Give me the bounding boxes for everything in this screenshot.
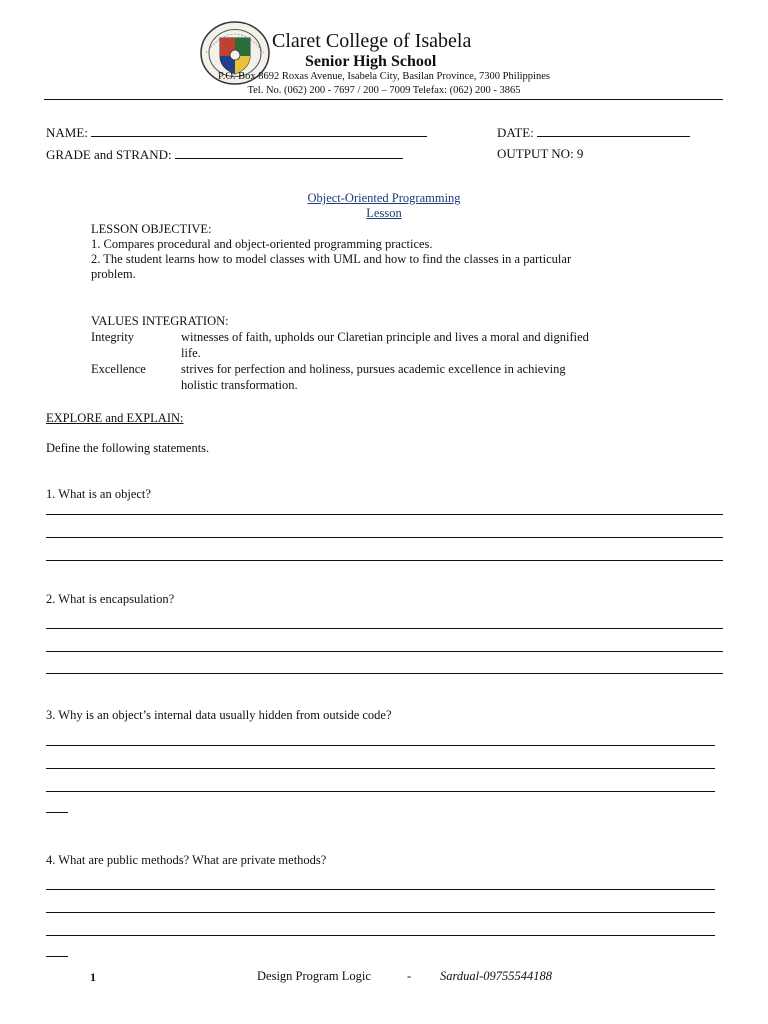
- answer-line[interactable]: [46, 537, 723, 538]
- value-description: holistic transformation.: [181, 378, 298, 392]
- value-description: witnesses of faith, upholds our Claretian principle and lives a moral and dignified: [181, 330, 589, 344]
- date-label: DATE:: [497, 125, 534, 140]
- instruction-text: Define the following statements.: [46, 441, 210, 455]
- answer-line[interactable]: [46, 673, 723, 674]
- date-field[interactable]: [497, 124, 690, 141]
- date-blank[interactable]: [537, 124, 690, 137]
- value-term: Excellence: [91, 362, 146, 376]
- answer-line[interactable]: [46, 745, 715, 746]
- question-4: 4. What are public methods? What are private methods?: [46, 853, 327, 867]
- answer-line[interactable]: [46, 768, 715, 769]
- footer-separator: -: [407, 969, 412, 983]
- school-name: Claret College of Isabela: [272, 30, 472, 52]
- footer-course: Design Program Logic: [257, 969, 371, 983]
- answer-line[interactable]: [46, 791, 715, 792]
- objective-item: problem.: [91, 267, 136, 281]
- answer-line[interactable]: [46, 956, 68, 957]
- school-division: Senior High School: [305, 53, 437, 70]
- grade-strand-label: GRADE and STRAND:: [46, 147, 172, 162]
- answer-line[interactable]: [46, 812, 68, 813]
- topic-title: Object-Oriented Programming: [307, 191, 461, 205]
- grade-strand-blank[interactable]: [175, 146, 403, 159]
- answer-line[interactable]: [46, 935, 715, 936]
- objective-item: 1. Compares procedural and object-oriented programming practices.: [91, 237, 433, 251]
- question-1: 1. What is an object?: [46, 487, 151, 501]
- value-term: Integrity: [91, 330, 135, 344]
- answer-line[interactable]: [46, 560, 723, 561]
- topic-subtitle: Lesson: [366, 206, 402, 220]
- output-number: OUTPUT NO: 9: [497, 146, 584, 161]
- lesson-objective-heading: LESSON OBJECTIVE:: [91, 222, 212, 236]
- value-description: strives for perfection and holiness, pursues academic excellence in achieving: [181, 362, 566, 376]
- question-2: 2. What is encapsulation?: [46, 592, 175, 606]
- school-telephone: Tel. No. (062) 200 - 7697 / 200 – 7009 Telefax: (062) 200 - 3865: [247, 85, 521, 96]
- page-number: 1: [90, 970, 96, 984]
- explore-heading: EXPLORE and EXPLAIN:: [46, 411, 184, 425]
- answer-line[interactable]: [46, 514, 723, 515]
- objective-item: 2. The student learns how to model classes with UML and how to find the classes in a particular: [91, 252, 572, 266]
- name-blank[interactable]: [91, 124, 427, 137]
- grade-strand-field[interactable]: [46, 146, 403, 163]
- answer-line[interactable]: [46, 912, 715, 913]
- answer-line[interactable]: [46, 628, 723, 629]
- value-description: life.: [181, 346, 201, 360]
- answer-line[interactable]: [46, 651, 723, 652]
- footer-author: Sardual-09755544188: [440, 969, 553, 983]
- header-divider: [44, 99, 723, 100]
- values-heading: VALUES INTEGRATION:: [91, 314, 229, 328]
- school-address: P.O. Box 8692 Roxas Avenue, Isabela City, Basilan Province, 7300 Philippines: [218, 71, 550, 82]
- name-label: NAME:: [46, 125, 88, 140]
- question-3: 3. Why is an object’s internal data usually hidden from outside code?: [46, 708, 392, 722]
- answer-line[interactable]: [46, 889, 715, 890]
- name-field[interactable]: [46, 124, 427, 141]
